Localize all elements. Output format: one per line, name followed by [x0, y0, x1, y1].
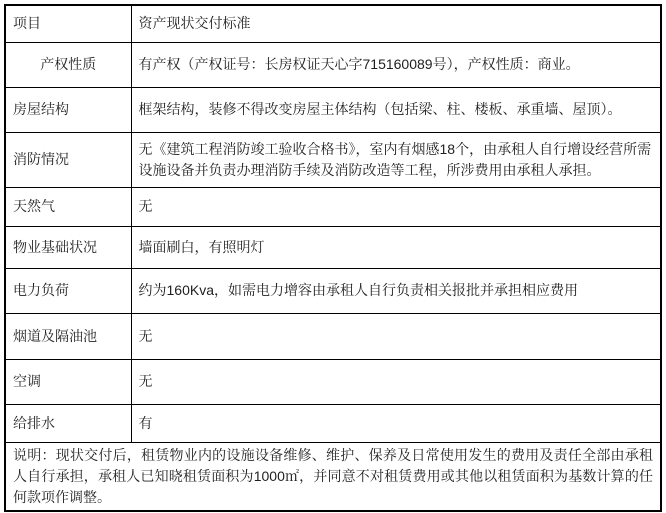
table-row-property-basic-condition: [5, 226, 661, 268]
row-label: 房屋结构: [5, 87, 131, 132]
table-row-power-load: [5, 268, 661, 313]
header-row: [5, 5, 661, 42]
row-value: 有产权（产权证号：长房权证天心字715160089号），产权性质：商业。: [131, 42, 661, 87]
table-row-natural-gas: [5, 187, 661, 226]
row-value: 无: [131, 187, 661, 226]
delivery-standard-table: [4, 4, 662, 512]
row-value: 有: [131, 404, 661, 442]
table-row-flue-grease-trap: [5, 313, 661, 359]
row-value: 框架结构，装修不得改变房屋主体结构（包括梁、柱、楼板、承重墙、屋顶）。: [131, 87, 661, 132]
row-label: 物业基础状况: [5, 226, 131, 268]
row-value: 约为160Kva，如需电力增容由承租人自行负责相关报批并承担相应费用: [131, 268, 661, 313]
column-header-standard: 资产现状交付标准: [131, 5, 661, 42]
table-row-building-structure: [5, 87, 661, 132]
row-value: 无: [131, 359, 661, 404]
row-label: 给排水: [5, 404, 131, 442]
note-row: [5, 442, 661, 511]
table-row-water-supply-drainage: [5, 404, 661, 442]
row-label: 烟道及隔油池: [5, 313, 131, 359]
table-row-fire-safety: [5, 132, 661, 187]
column-header-item: 项目: [5, 5, 131, 42]
row-label: 产权性质: [5, 42, 131, 87]
row-value: 墙面刷白，有照明灯: [131, 226, 661, 268]
row-label: 消防情况: [5, 132, 131, 187]
row-label: 空调: [5, 359, 131, 404]
note-cell: 说明：现状交付后，租赁物业内的设施设备维修、维护、保养及日常使用发生的费用及责任全部由承租人自行承担，承租人已知晓租赁面积为1000㎡，并同意不对租赁费用或其他以租赁面积为基数计算的任何款项作调整。: [5, 442, 661, 511]
row-value: 无《建筑工程消防竣工验收合格书》，室内有烟感18个，由承租人自行增设经营所需设施设备并负责办理消防手续及消防改造等工程，所涉费用由承租人承担。: [131, 132, 661, 187]
table-row-property-rights: [5, 42, 661, 87]
row-label: 天然气: [5, 187, 131, 226]
table-row-air-conditioning: [5, 359, 661, 404]
row-value: 无: [131, 313, 661, 359]
row-label: 电力负荷: [5, 268, 131, 313]
